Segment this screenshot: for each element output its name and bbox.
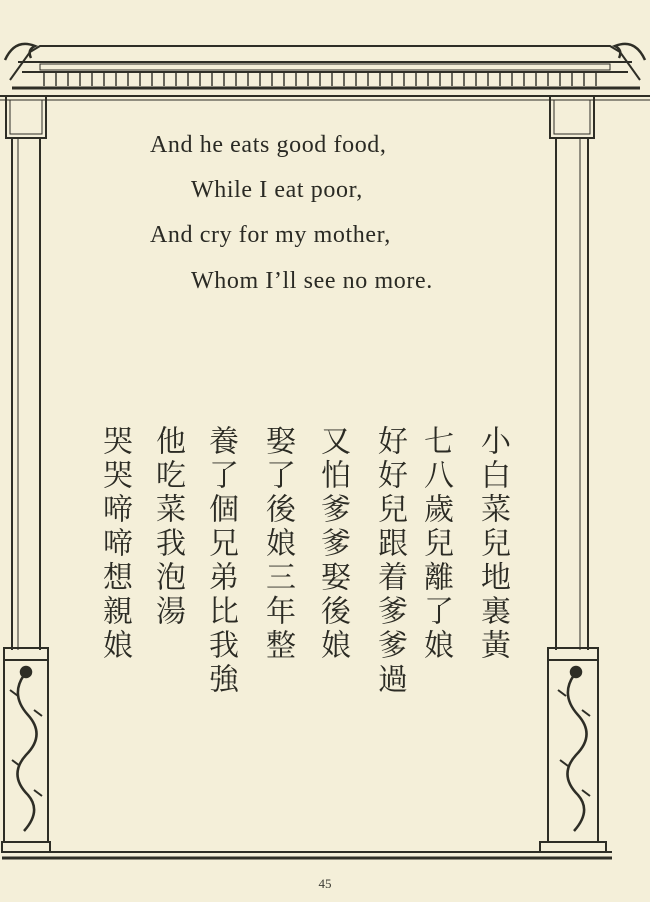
chinese-column-7: 他吃菜我泡湯 [150, 425, 185, 629]
poem-line-1: And he eats good food, [150, 132, 387, 158]
right-pillar [540, 96, 606, 852]
chinese-column-5: 娶了後娘三年整 [260, 425, 295, 663]
poem-line-4: Whom I’ll see no more. [191, 268, 433, 294]
dragon-left [10, 667, 42, 831]
chinese-column-2: 七八歲兒離了娘 [418, 425, 453, 663]
chinese-column-4: 又怕爹爹娶後娘 [315, 425, 350, 663]
chinese-column-3: 好好兒跟着爹爹過 [372, 425, 407, 697]
roof-tiles [40, 64, 610, 70]
poem-line-3: And cry for my mother, [150, 222, 391, 248]
left-pillar [2, 96, 50, 852]
chinese-column-1: 小白菜兒地裏黃 [475, 425, 510, 663]
poem-line-2: While I eat poor, [191, 177, 363, 203]
chinese-column-8: 哭哭啼啼想親娘 [97, 425, 132, 663]
bottom-rule [2, 852, 612, 858]
page-number: 45 [318, 876, 332, 891]
roof-eaves [0, 44, 650, 100]
dragon-right [558, 667, 590, 831]
chinese-column-6: 養了個兄弟比我強 [203, 425, 238, 697]
